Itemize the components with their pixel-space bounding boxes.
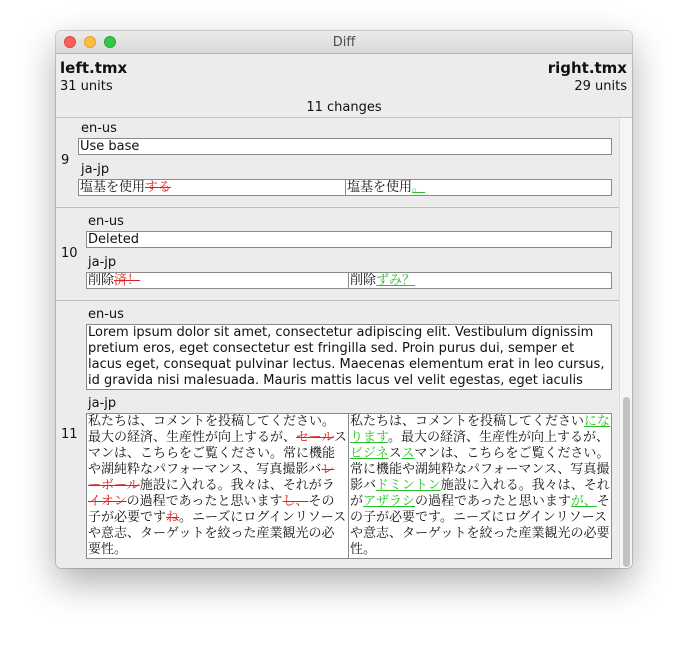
scrollbar-thumb[interactable] — [623, 397, 630, 567]
unchanged-text: 施設に入れる。我々は、それがラ — [139, 478, 335, 493]
source-text: Deleted — [88, 232, 139, 247]
target-language-label: ja-jp — [88, 396, 117, 411]
target-diff-box — [86, 413, 612, 559]
unchanged-text: マンは、こちらをご覧ください。常に機能や湖純粋なパフォーマンス、写真撮影バ — [350, 446, 610, 493]
right-file-name: right.tmx — [547, 59, 627, 77]
unchanged-text: 塩基を使用 — [80, 180, 146, 195]
right-target-text — [346, 180, 612, 195]
target-language-label: ja-jp — [88, 255, 117, 270]
unchanged-text: ス — [388, 446, 402, 461]
unchanged-text: 。ニーズにログインリソースや意志、ターゲットを絞った産業観光の必要性。 — [88, 510, 347, 557]
inserted-text: になります — [350, 414, 611, 445]
unit-divider — [56, 300, 619, 301]
unchanged-text: 削除 — [88, 273, 115, 288]
unchanged-text: の過程であったと思います — [126, 494, 283, 509]
unchanged-text: 。最大の経済、生産性が向上するが、 — [387, 430, 609, 445]
unchanged-text: 施設に入れる。我々は、それが — [350, 478, 610, 509]
unchanged-text: 削除 — [350, 273, 377, 288]
inserted-text: アザラシ — [363, 494, 416, 509]
unchanged-text: の過程であったと思います — [415, 494, 571, 509]
target-diff-box — [86, 272, 612, 289]
right-target-text — [349, 273, 612, 288]
source-text-box — [86, 324, 612, 390]
title-bar — [56, 31, 632, 54]
inserted-text: ドミントン — [375, 478, 441, 493]
unit-number: 11 — [61, 427, 78, 442]
unchanged-text: 私たちは、コメントを投稿してください — [350, 414, 585, 429]
left-target-text — [87, 414, 349, 558]
left-target-text — [79, 180, 346, 195]
unit-number: 9 — [61, 153, 70, 168]
window-title: Diff — [332, 35, 356, 50]
source-language-label: en-us — [81, 121, 117, 136]
source-text-box — [78, 138, 612, 155]
source-language-label: en-us — [88, 214, 124, 229]
source-text: Lorem ipsum dolor sit amet, consectetur adipiscing elit. Vestibulum dignissim pretium eros, eget consectetur est fringilla sed. Proin purus dui, semper et lacus eget, consequat pulvinar lectus. Maecenas elementum erat in leo cursus, id gravida nisi malesuada. Mauris mattis lacus vel velit egestas, eget iaculis — [88, 325, 605, 388]
inserted-text: ビジネ — [350, 446, 389, 461]
diff-window — [56, 31, 632, 568]
unchanged-text: 私たちは、コメントを投稿してください。最大の経済、生産性が向上するが、 — [88, 414, 336, 445]
left-target-text — [87, 273, 349, 288]
vertical-scrollbar[interactable] — [619, 118, 632, 568]
inserted-text: ずみ？ — [376, 273, 416, 288]
unchanged-text: 塩基を使用 — [347, 180, 413, 195]
source-text-box — [86, 231, 612, 248]
source-language-label: en-us — [88, 307, 124, 322]
deleted-text: する — [145, 180, 172, 195]
changes-count: 11 changes — [306, 100, 382, 115]
right-target-text — [349, 414, 612, 558]
deleted-text: し、 — [282, 494, 309, 509]
deleted-text: 済！ — [114, 273, 141, 288]
target-language-label: ja-jp — [81, 162, 110, 177]
left-file-name: left.tmx — [60, 59, 128, 77]
left-unit-count: 31 units — [60, 79, 113, 94]
inserted-text: ス — [401, 446, 415, 461]
deleted-text: イオン — [88, 494, 127, 509]
right-unit-count: 29 units — [574, 79, 627, 94]
unchanged-text: その子が必要です。ニーズにログインリソースや意志、ターゲットを絞った産業観光の必要性。 — [350, 494, 610, 557]
diff-list[interactable] — [56, 117, 632, 568]
deleted-text: ね — [166, 510, 180, 525]
inserted-text: 。 — [412, 180, 426, 195]
unit-number: 10 — [61, 246, 78, 261]
deleted-text: セール — [296, 430, 334, 445]
deleted-text: レーボール — [88, 462, 335, 493]
source-text: Use base — [80, 139, 140, 154]
inserted-text: が、 — [570, 494, 597, 509]
unit-divider — [56, 207, 619, 208]
target-diff-box — [78, 179, 612, 196]
unchanged-text: その子が必要です — [88, 494, 335, 525]
unchanged-text: スマンは、こちらをご覧ください。常に機能や湖純粋なパフォーマンス、写真撮影バ — [88, 430, 347, 477]
